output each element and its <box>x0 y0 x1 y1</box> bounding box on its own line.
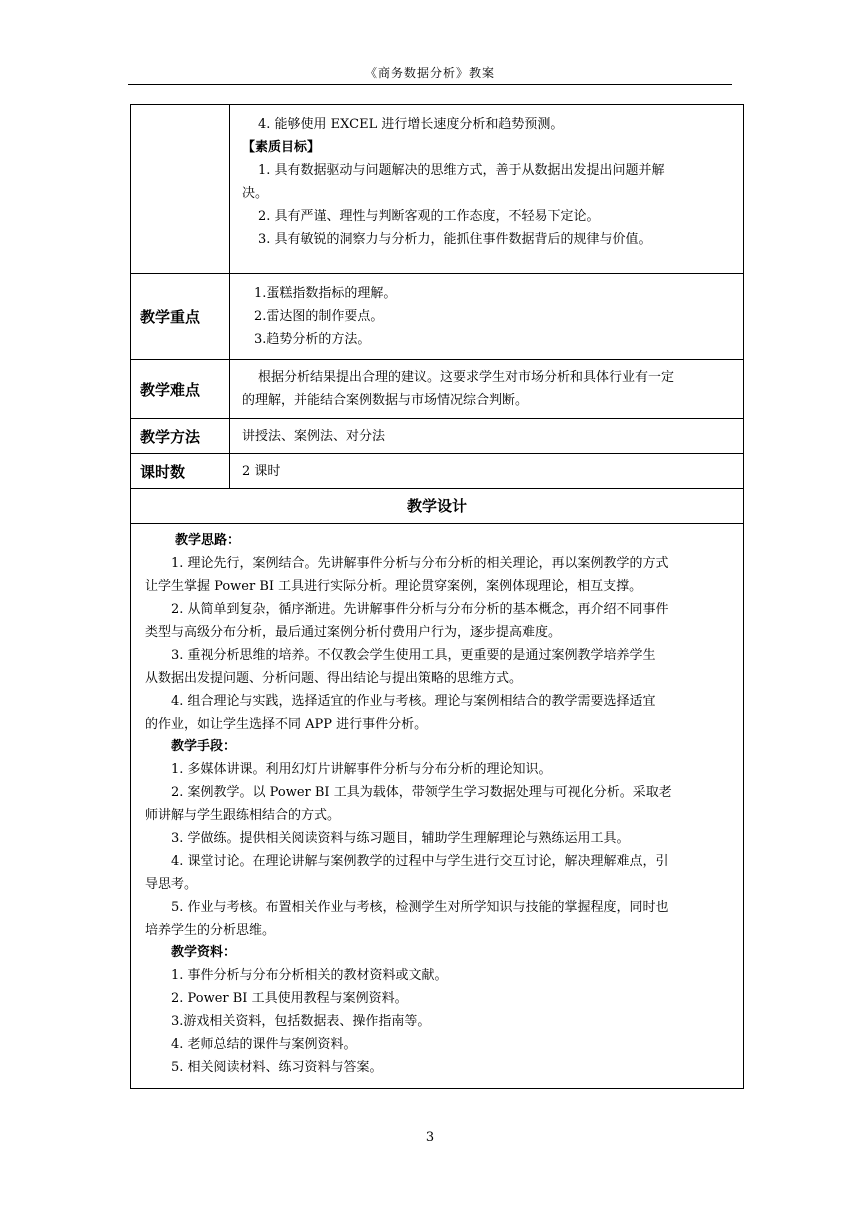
quality-1a: 1. 具有数据驱动与问题解决的思维方式，善于从数据出发提出问题并解 <box>258 163 665 178</box>
means-item-line: 师讲解与学生跟练相结合的方式。 <box>145 808 341 823</box>
means-item <box>145 758 735 781</box>
material-item: 2. Power BI 工具使用教程与案例资料。 <box>171 991 408 1006</box>
material-item: 4. 老师总结的课件与案例资料。 <box>171 1037 357 1052</box>
lesson-plan-table <box>130 104 744 1089</box>
thinking-item <box>145 552 735 598</box>
focus-item-3: 3.趋势分析的方法。 <box>254 332 371 347</box>
quality-heading: 【素质目标】 <box>242 140 321 155</box>
hours-label: 课时数 <box>131 454 230 489</box>
means-item-line: 5. 作业与考核。布置相关作业与考核，检测学生对所学知识与技能的掌握程度，同时也 <box>171 900 669 915</box>
hours-cell <box>230 454 744 489</box>
materials-list <box>145 964 735 1079</box>
design-heading-cell <box>131 489 744 524</box>
design-heading-row <box>131 489 744 524</box>
method-row <box>131 419 744 454</box>
thinking-item-line: 类型与高级分布分析，最后通过案例分析付费用户行为，逐步提高难度。 <box>145 625 562 640</box>
material-item: 5. 相关阅读材料、练习资料与答案。 <box>171 1060 383 1075</box>
means-item <box>145 827 735 850</box>
focus-row <box>131 274 744 360</box>
objectives-cell <box>230 105 744 274</box>
means-item <box>145 850 735 896</box>
means-item <box>145 781 735 827</box>
objectives-label-cell <box>131 105 230 274</box>
quality-3: 3. 具有敏锐的洞察力与分析力，能抓住事件数据背后的规律与价值。 <box>258 232 652 247</box>
thinking-item-line: 2. 从简单到复杂，循序渐进。先讲解事件分析与分布分析的基本概念，再介绍不同事件 <box>171 602 669 617</box>
quality-2: 2. 具有严谨、理性与判断客观的工作态度，不轻易下定论。 <box>258 209 600 224</box>
difficulty-line-2: 的理解，并能结合案例数据与市场情况综合判断。 <box>242 393 529 408</box>
focus-cell <box>230 274 744 360</box>
means-item-line: 1. 多媒体讲课。利用幻灯片讲解事件分析与分布分析的理论知识。 <box>171 762 552 777</box>
means-item <box>145 896 735 942</box>
means-title: 教学手段： <box>171 739 237 754</box>
thinking-item-line: 让学生掌握 Power BI 工具进行实际分析。理论贯穿案例，案例体现理论，相互支撑。 <box>145 579 643 594</box>
design-heading: 教学设计 <box>406 497 467 515</box>
thinking-item-line: 的作业，如让学生选择不同 APP 进行事件分析。 <box>145 717 428 732</box>
difficulty-label: 教学难点 <box>131 360 230 419</box>
objectives-row <box>131 105 744 274</box>
page-number: 3 <box>425 1130 435 1145</box>
thinking-item <box>145 598 735 644</box>
material-item: 3.游戏相关资料，包括数据表、操作指南等。 <box>171 1014 431 1029</box>
means-item-line: 培养学生的分析思维。 <box>145 923 276 938</box>
focus-item-1: 1.蛋糕指数指标的理解。 <box>254 286 397 301</box>
difficulty-line-1: 根据分析结果提出合理的建议。这要求学生对市场分析和具体行业有一定 <box>258 370 675 385</box>
page-header: 《商务数据分析》教案 <box>128 64 732 85</box>
design-body-cell <box>131 524 744 1089</box>
means-item-line: 3. 学做练。提供相关阅读资料与练习题目，辅助学生理解理论与熟练运用工具。 <box>171 831 630 846</box>
difficulty-row <box>131 360 744 419</box>
thinking-item-line: 3. 重视分析思维的培养。不仅教会学生使用工具，更重要的是通过案例教学培养学生 <box>171 648 656 663</box>
focus-item-2: 2.雷达图的制作要点。 <box>254 309 384 324</box>
method-value: 讲授法、案例法、对分法 <box>242 428 386 444</box>
means-list <box>145 758 735 942</box>
thinking-item-line: 4. 组合理论与实践，选择适宜的作业与考核。理论与案例相结合的教学需要选择适宜 <box>171 694 656 709</box>
means-item-line: 4. 课堂讨论。在理论讲解与案例教学的过程中与学生进行交互讨论，解决理解难点，引 <box>171 854 669 869</box>
method-label: 教学方法 <box>131 419 230 454</box>
thinking-list <box>145 552 735 736</box>
difficulty-cell <box>230 360 744 419</box>
thinking-item <box>145 644 735 690</box>
focus-label: 教学重点 <box>131 274 230 360</box>
thinking-title: 教学思路： <box>175 533 241 548</box>
hours-value: 2 课时 <box>242 463 281 479</box>
thinking-item-line: 1. 理论先行，案例结合。先讲解事件分析与分布分析的相关理论，再以案例教学的方式 <box>171 556 669 571</box>
objective-4: 4. 能够使用 EXCEL 进行增长速度分析和趋势预测。 <box>258 117 564 132</box>
method-cell <box>230 419 744 454</box>
hours-row <box>131 454 744 489</box>
material-item: 1. 事件分析与分布分析相关的教材资料或文献。 <box>171 968 448 983</box>
thinking-item-line: 从数据出发提问题、分析问题、得出结论与提出策略的思维方式。 <box>145 671 523 686</box>
materials-title: 教学资料： <box>171 945 237 960</box>
design-body-row <box>131 524 744 1089</box>
quality-1b: 决。 <box>242 186 269 201</box>
means-item-line: 导思考。 <box>145 877 198 892</box>
means-item-line: 2. 案例教学。以 Power BI 工具为载体，带领学生学习数据处理与可视化分析。采取老 <box>171 785 672 800</box>
thinking-item <box>145 690 735 736</box>
